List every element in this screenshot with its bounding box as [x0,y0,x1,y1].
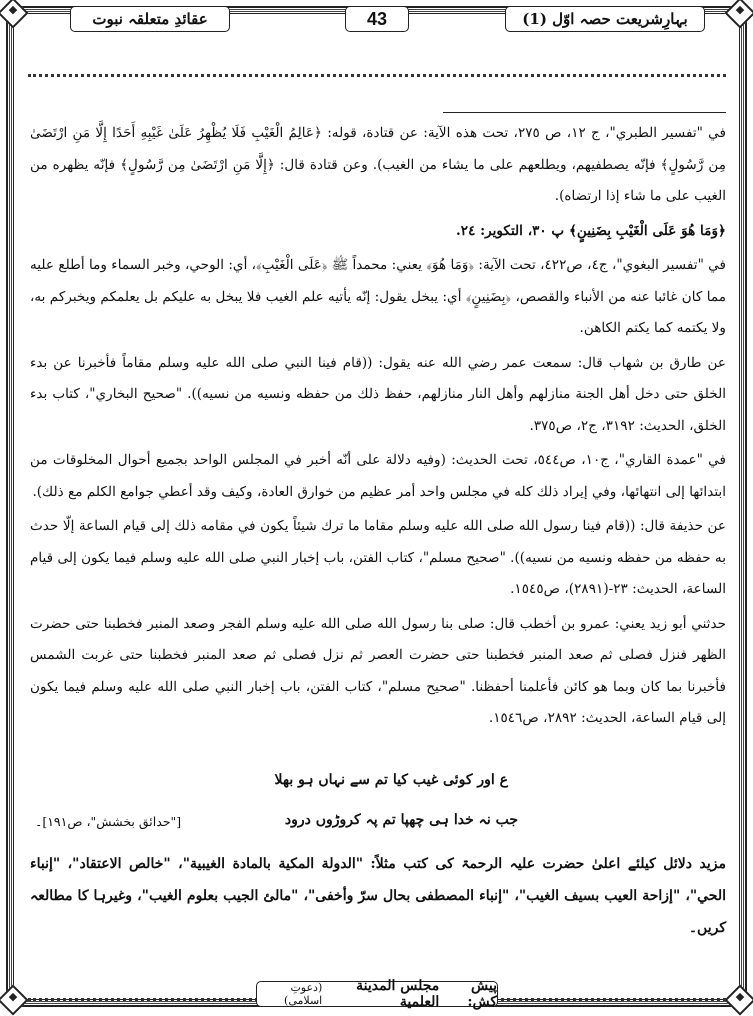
footnote-paragraph: عن حذيفة قال: ((قام فينا رسول الله صلى الله عليه وسلم مقاما ما ترك شيئاً يكون في مقامه ذلك إلى قيام الساعة إلّا حدث به حفظه من حفظه ونسيه من نسيه)). "صحيح مسلم"، كتاب الفتن، باب إخبار النبي صلى الله عليه وسلم فيما يكون إلى قيام الساعة، الحديث: ٢٣-(٢٨٩١)، ص١٥٤٥. [30,518,726,597]
footnote-paragraph: عن طارق بن شهاب قال: سمعت عمر رضي الله عنه يقول: ((قام فينا النبي صلى الله عليه وسلم مقاماً فأخبرنا عن بدء الخلق حتى دخل أهل الجنة منازلهم وأهل النار منازلهم، حفظ ذلك من حفظه ونسيه من نسيه)). "صحيح البخاري"، كتاب بدء الخلق، الحديث: ٣١٩٢، ج٢، ص٣٧٥. [30,354,726,434]
publisher-footer [256,978,498,1010]
poem-line: ع اور کوئی غیب کیا تم سے نہاں ہو بھلا [274,772,508,788]
closing-paragraph: مزید دلائل کیلئے اعلیٰ حضرت علیہ الرحمۃ کی کتب مثلاً: "الدولة المكية بالمادة الغيبية"، "خالص الاعتقاد"، "إنباء الحي"، "إزاحة العيب بسيف الغيب"، "إنباء المصطفى بحال سرّ وأخفى"، "مالئ الجيب بعلوم الغيب"، وغیرہا کا مطالعہ کریں۔ [30,856,726,936]
footnote-paragraph: في "تفسير الطبري"، ج ١٢، ص ٢٧٥، تحت هذه الآية: عن قتادة، قوله: ﴿عَالِمُ الْغَيْبِ فَلَا يُظْهِرُ عَلَىٰ غَيْبِهِ أَحَدًا إِلَّا مَنِ ارْتَضَىٰ مِن رَّسُولٍ﴾ فإنّه يصطفيهم، ويطلعهم على ما يشاء من الغيب). وعن قتادة قال: ﴿إِلَّا مَنِ ارْتَضَىٰ مِن رَّسُولٍ﴾ فإنّه يظهره من الغيب على ما شاء إذا ارتضاه). [30,125,727,204]
footnote-paragraph: في "عمدة القاري"، ج١٠، ص٥٤٤، تحت الحديث: (وفيه دلالة على أنّه أخبر في المجلس الواحد بجميع أحوال المخلوقات من ابتدائها إلى انتهائها، وفي إيراد ذلك كله في مجلس واحد أمر عظيم من خوارق العادة، وكيف وقد أعطي جوامع الكلم مع ذلك). [30,452,726,500]
book-title: بہارِشریعت حصہ اوّل (1) [505,6,705,32]
footnote-rule [443,112,726,113]
footnote-paragraph: في "تفسير البغوي"، ج٤، ص٤٢٢، تحت الآية: ﴿وَمَا هُوَ﴾ يعني: محمداً ﷺ ﴿عَلَى الْغَيْبِ﴾، أي: الوحي، وخبر السماء وما أطلع عليه مما كان غائبا عنه من الأنباء والقصص، ﴿بِضَنِينٍ﴾ أي: يبخل يقول: إنّه يأتيه علم الغيب فلا يبخل به عليكم بل يعلمكم ويخبركم به، ولا يكتمه كما يكتم الكاهن. [30,257,726,336]
footnote-paragraph: حدثني أبو زيد يعني: عمرو بن أخطب قال: صلى بنا رسول الله صلى الله عليه وسلم الفجر وصعد المنبر فخطبنا حتى حضرت الظهر فنزل فصلى ثم صعد المنبر فخطبنا حتى حضرت العصر ثم نزل فصلى ثم صعد المنبر فخطبنا حتى غربت الشمس فأخبرنا بما كان وبما هو كائن فأعلمنا أحفظنا. "صحيح مسلم"، كتاب الفتن، باب إخبار النبي صلى الله عليه وسلم فيما يكون إلى قيام الساعة، الحديث: ٢٨٩٢، ص١٥٤٦. [30,615,726,726]
footer-prefix: پیش کش: [467,978,497,1010]
footnotes [30,118,726,738]
chapter-title: عقائدِ متعلقہ نبوت [70,6,230,32]
header-divider [28,74,726,77]
page-number: 43 [345,6,409,32]
poem-reference: ["حدائق بخشش"، ص١٩١]۔ [35,814,182,829]
footnote-paragraph: ﴿وَمَا هُوَ عَلَى الْغَيْبِ بِضَنِينٍ﴾ پ ٣٠، التكوير: ٢٤. [456,222,726,239]
footer-suffix: (دعوتِ اسلامی) [284,981,323,1007]
footer-org: مجلس المدينة العلمية [356,978,440,1010]
poem-line: جب نہ خدا ہی چھپا تم پہ کروڑوں درود [284,812,518,828]
